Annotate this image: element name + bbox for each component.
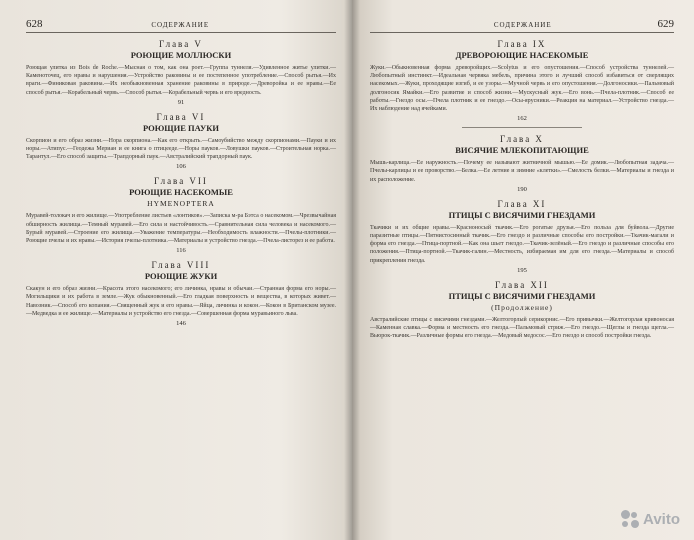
chapter-label: Глава VI <box>156 111 206 122</box>
chapter-summary: Скакун и его образ жизни.—Красота этого насекомого; его личинка, нравы и обычаи.—Странная форма его норы.—Могильщики и их работа в земле.—Жук обыкновенный.—Его гладкая поверхность и вещества, в которых живет.—Навозник.—Способ его копания.—Священный жук и его нравы.—Яйца, личинка и кокон.—Кокон в Британском музее.—Медведка и ее жилище.—Материалы и устройство его гнезда.—Совершенная форма муравьиного льва. <box>26 286 336 317</box>
chapter-block <box>26 176 336 208</box>
chapter-page-ref: 190 <box>517 185 527 193</box>
chapter-block <box>26 112 336 133</box>
page-number: 628 <box>26 18 43 30</box>
chapter-title: ПТИЦЫ С ВИСЯЧИМИ ГНЕЗДАМИ <box>448 290 596 301</box>
left-running-head <box>26 18 336 33</box>
chapter-block <box>370 280 674 312</box>
chapter-block <box>370 134 674 155</box>
chapter-summary: Жуки.—Обыкновенная форма древоройщих.—Scolytus и его опустошения.—Способ устройства туннелей.—Любопытный инстинкт.—Идеальная червяка мебель, причина этого и лучший способ избавиться от сверлящих насекомых.—Жуки, проходящие изгиб, и ее узоры.—Мучной червь и его опустошения.—Долгоносики.—Пальмовый долгоносик Ямайки.—Его развитие и способ жизни.—Мускусный жук.—Его вонь.—Пчела-плотник.—Способ ее работы.—Гнездо осы.—Пчела плотник и ее гнездо.—Осы-ярусники.—Реакция на материал.—Устройство гнезда.—Их наблюдение над ячейками. <box>370 65 674 113</box>
section-title: СОДЕРЖАНИЕ <box>151 21 210 29</box>
chapter-page-ref: 162 <box>517 115 527 123</box>
chapter-label: Глава XII <box>495 279 549 290</box>
chapter-page-ref: 106 <box>176 163 186 171</box>
chapter-summary: Австралийские птицы с висячими гнездами.—Желтогорлый серикорнис.—Его привычки.—Желтогорлая кривоносая—Каменная славка.—Форма и местность его гнезда.—Пальмовый стриж.—Его гнездо.—Щеглы и гнезда щегла.—Вьюрок-ткачик.—Различные формы его гнезда.—Медовый медосос.—Его гнездо и способ постройки гнезда. <box>370 316 674 340</box>
chapter-title: РОЮЩИЕ НАСЕКОМЫЕ <box>129 187 233 198</box>
chapter-label: Глава X <box>500 134 544 145</box>
chapter-subtitle: (Продолжение) <box>491 302 553 312</box>
watermark-text: Avito <box>643 510 680 528</box>
page-number: 629 <box>657 18 674 30</box>
chapter-summary: Ткачики и их общие нравы.—Красноносый ткачик.—Его рогатые друзья.—Его польза для буйвола.—Другие паразитные птицы.—Пятнистосинный ткачик.—Его гнездо и различные способы его постройки.—Ткачик-магали и форма его гнезда.—Птица-портной.—Как она шьет гнездо.—Ткачик-зелёный.—Его гнездо и различные способы его положения.—Птица-портной.—Ткачик-галин.—Местность, избираемая им для его гнезда.—Материалы и способ прикрепления гнезда. <box>370 224 674 264</box>
chapter-page-ref: 116 <box>176 247 186 255</box>
avito-dots-icon <box>621 510 639 528</box>
chapter-block <box>370 39 674 60</box>
chapter-block <box>26 260 336 281</box>
chapter-title: ВИСЯЧИЕ МЛЕКОПИТАЮЩИЕ <box>455 145 589 156</box>
chapter-title: РОЮЩИЕ ПАУКИ <box>142 122 220 133</box>
chapter-page-ref: 195 <box>517 266 527 274</box>
chapter-label: Глава VII <box>154 176 208 187</box>
chapter-page-ref: 91 <box>177 98 185 106</box>
chapter-title: ПТИЦЫ С ВИСЯЧИМИ ГНЕЗДАМИ <box>448 209 596 220</box>
right-running-head <box>370 18 674 33</box>
chapter-label: Глава XI <box>497 198 547 209</box>
chapter-title: ДРЕВОРОЮЩИЕ НАСЕКОМЫЕ <box>455 50 589 60</box>
chapter-label: Глава VIII <box>151 260 211 271</box>
right-page <box>352 0 694 540</box>
chapter-label: Глава IX <box>497 39 547 49</box>
chapter-title: РОЮЩИЕ ЖУКИ <box>144 271 218 282</box>
chapter-block <box>26 39 336 60</box>
chapter-page-ref: 146 <box>176 320 186 328</box>
chapter-block <box>370 199 674 220</box>
chapter-summary: Мышь-карлица.—Ее наружность.—Почему ее называют житничной мышью.—Ее домик.—Любопытная задача.—Пчелы-карлицы и ее проворство.—Белка.—Ее летние и зимние «клетки».—Смелость белки.—Материалы и гнезда и их расположение. <box>370 160 674 183</box>
divider <box>462 127 582 128</box>
chapter-summary: Муравей-толокач и его жилище.—Употребление листьев «лонтиков».—Записка м-ра Бэтса о насекомом.—Чрезвычайная обширность жилища.—Темный муравей.—Его сила и настойчивость.—Сравнительная сила человека и насекомого.—Бурый муравей.—Строение его жилища.—Уважение температуры.—Необходимость влажности.—Пчелы-плотники.—Роющие пчелы и их нравы.—История пчелы-плотника.—Материалы и устройство гнезда.—Пчела-листорез и ее работа. <box>26 213 336 245</box>
section-title: СОДЕРЖАНИЕ <box>493 21 552 29</box>
book-spine-shadow <box>344 0 360 540</box>
chapter-summary: Скорпион и его образ жизни.—Нора скорпиона.—Как его открыть.—Самоубийство между скорпионами.—Пауки и их норы.—Атипус.—Геодежа Мериан и ее книга о птицееде.—Норы пауков.—Ловушки пауков.—Строительная норка.—Тарантул.—Его способ защиты.—Трапдорный паук.—Австралийский трапдорный паук. <box>26 137 336 161</box>
chapter-label: Глава V <box>159 39 203 49</box>
chapter-summary: Роющая улитка из Bois de Roche.—Мысная о том, как она роет.—Группа туннеля.—Удивленное житье улитки.—Каменоточец, его нравы и нарушения.—Устройство раковины и ее постепенное употребление.—Способ рытья.—Их враги.—Финиковая раковина.—Их необыкновенная хранение раковины в природе.—Древоройка и ее нравы.—Ее способ рытья.—Корабельный червь.—Способ рытья.—Корабельный червь и его вредность. <box>26 65 336 96</box>
chapter-subtitle: HYMENOPTERA <box>147 199 215 209</box>
chapter-title: РОЮЩИЕ МОЛЛЮСКИ <box>130 50 232 60</box>
avito-watermark <box>621 510 680 528</box>
